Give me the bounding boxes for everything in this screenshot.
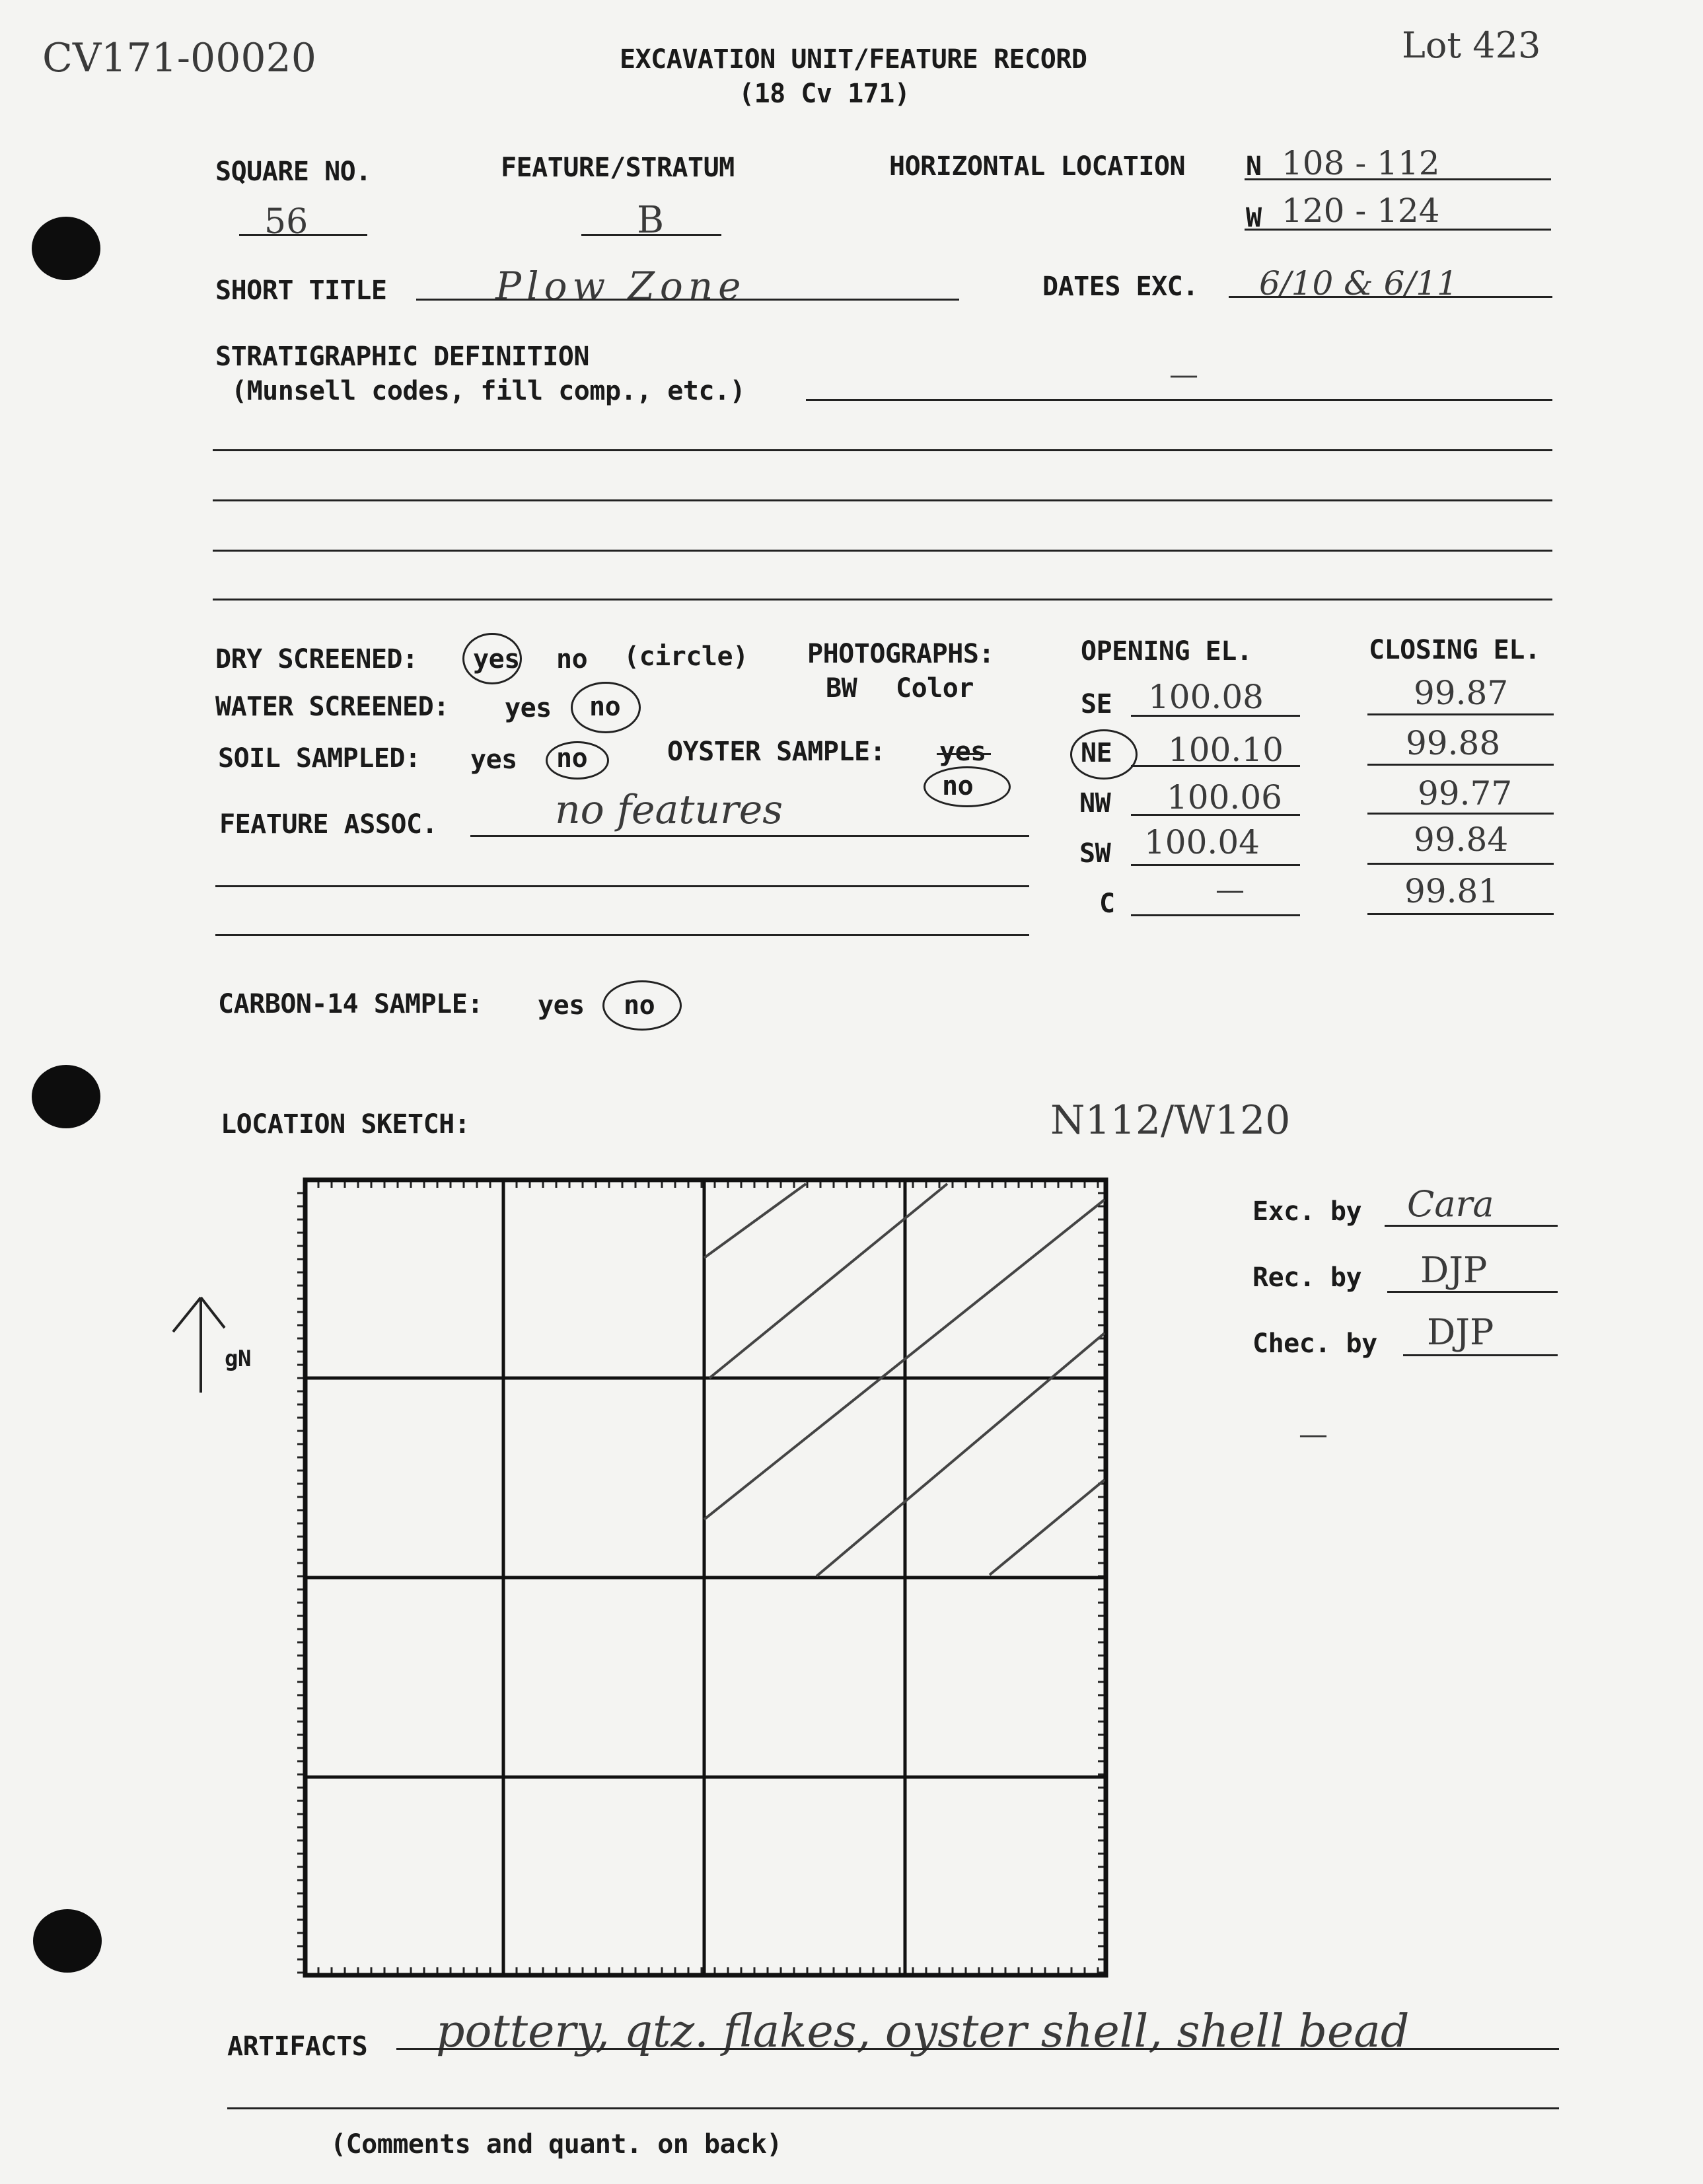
n-range-value: 108 - 112 [1282,144,1440,182]
opening-ne-value: 100.10 [1168,731,1284,769]
artifacts-value: pottery, qtz. flakes, oyster shell, shell bead [436,2006,1410,2058]
w-prefix: W [1246,203,1262,233]
carbon14-label: CARBON-14 SAMPLE: [218,989,483,1019]
photographs-label: PHOTOGRAPHS: [807,639,994,669]
corner-label-ne: NE [1081,738,1112,768]
location-sketch-label: LOCATION SKETCH: [221,1109,470,1140]
corner-label-c: C [1099,889,1115,919]
square-value: 56 [264,202,308,242]
corner-label-nw: NW [1079,788,1111,819]
catalog-id: CV171-00020 [42,35,316,81]
square-label: SQUARE NO. [215,157,371,187]
closing-sw-value: 99.84 [1414,820,1509,859]
strat-value: — [1169,358,1198,392]
soil-sampled-label: SOIL SAMPLED: [218,743,421,774]
chec-by-label: Chec. by [1252,1329,1377,1359]
artifacts-label: ARTIFACTS [227,2031,368,2062]
oyster-sample-label: OYSTER SAMPLE: [667,737,886,767]
dry-screened-label: DRY SCREENED: [215,644,418,674]
artifacts-footer: (Comments and quant. on back) [330,2129,782,2160]
feature-stratum-label: FEATURE/STRATUM [501,153,735,183]
carbon14-yes: yes [538,990,585,1021]
circle-note: (circle) [624,641,748,672]
exc-by-line [1385,1225,1558,1227]
dry-screened-no: no [556,644,588,674]
corner-label-se: SE [1081,689,1112,719]
short-title-label: SHORT TITLE [215,275,387,306]
north-arrow-icon [173,1297,225,1393]
opening-sw-value: 100.04 [1144,823,1260,861]
soil-sampled-no: no [556,743,588,774]
rec-by-value: DJP [1420,1249,1488,1291]
water-screened-yes: yes [505,693,552,723]
dates-value: 6/10 & 6/11 [1259,264,1458,303]
artifacts-line-2 [227,2107,1559,2109]
closing-ne-value: 99.88 [1406,724,1501,762]
water-screened-no: no [589,692,621,722]
dates-label: DATES EXC. [1042,272,1198,302]
closing-el-label: CLOSING EL. [1369,635,1540,665]
feature-assoc-value: no features [555,787,783,833]
chec-by-value: DJP [1427,1311,1494,1353]
artifacts-line-1 [396,2048,1559,2050]
closing-nw-value: 99.77 [1418,774,1513,813]
carbon14-no: no [624,990,655,1021]
short-title-value: Plow Zone [495,264,746,309]
strat-sublabel: (Munsell codes, fill comp., etc.) [231,376,746,406]
oyster-sample-no: no [942,771,974,801]
lot-number: Lot 423 [1402,24,1541,66]
feature-assoc-label: FEATURE ASSOC. [219,809,438,840]
water-screened-label: WATER SCREENED: [215,692,449,722]
form-title: EXCAVATION UNIT/FEATURE RECORD [620,44,1087,75]
photographs-color: Color [896,673,974,704]
rec-by-label: Rec. by [1252,1262,1362,1293]
w-range-value: 120 - 124 [1282,192,1440,230]
rec-by-line [1387,1291,1558,1293]
photographs-bw: BW [826,673,857,704]
n-prefix: N [1246,151,1262,182]
horizontal-location-label: HORIZONTAL LOCATION [889,151,1186,182]
signoff-note: — [1299,1418,1328,1451]
dry-screened-yes: yes [473,644,520,674]
soil-sampled-yes: yes [470,745,517,775]
opening-el-label: OPENING EL. [1081,636,1252,667]
feature-value: B [637,199,665,242]
oyster-sample-yes: yes [939,737,986,767]
chec-by-line [1403,1354,1558,1356]
exc-by-value: Cara [1407,1183,1494,1225]
sketch-corner-note: N112/W120 [1050,1097,1291,1144]
grid-north-label: gN [225,1346,251,1372]
opening-se-value: 100.08 [1148,678,1264,716]
opening-nw-value: 100.06 [1167,778,1282,817]
closing-c-value: 99.81 [1404,872,1500,910]
site-number: (18 Cv 171) [739,79,910,109]
exc-by-label: Exc. by [1252,1196,1362,1227]
closing-se-value: 99.87 [1414,674,1509,712]
strat-label: STRATIGRAPHIC DEFINITION [215,342,589,372]
corner-label-sw: SW [1079,838,1111,869]
opening-c-value: — [1215,873,1245,907]
